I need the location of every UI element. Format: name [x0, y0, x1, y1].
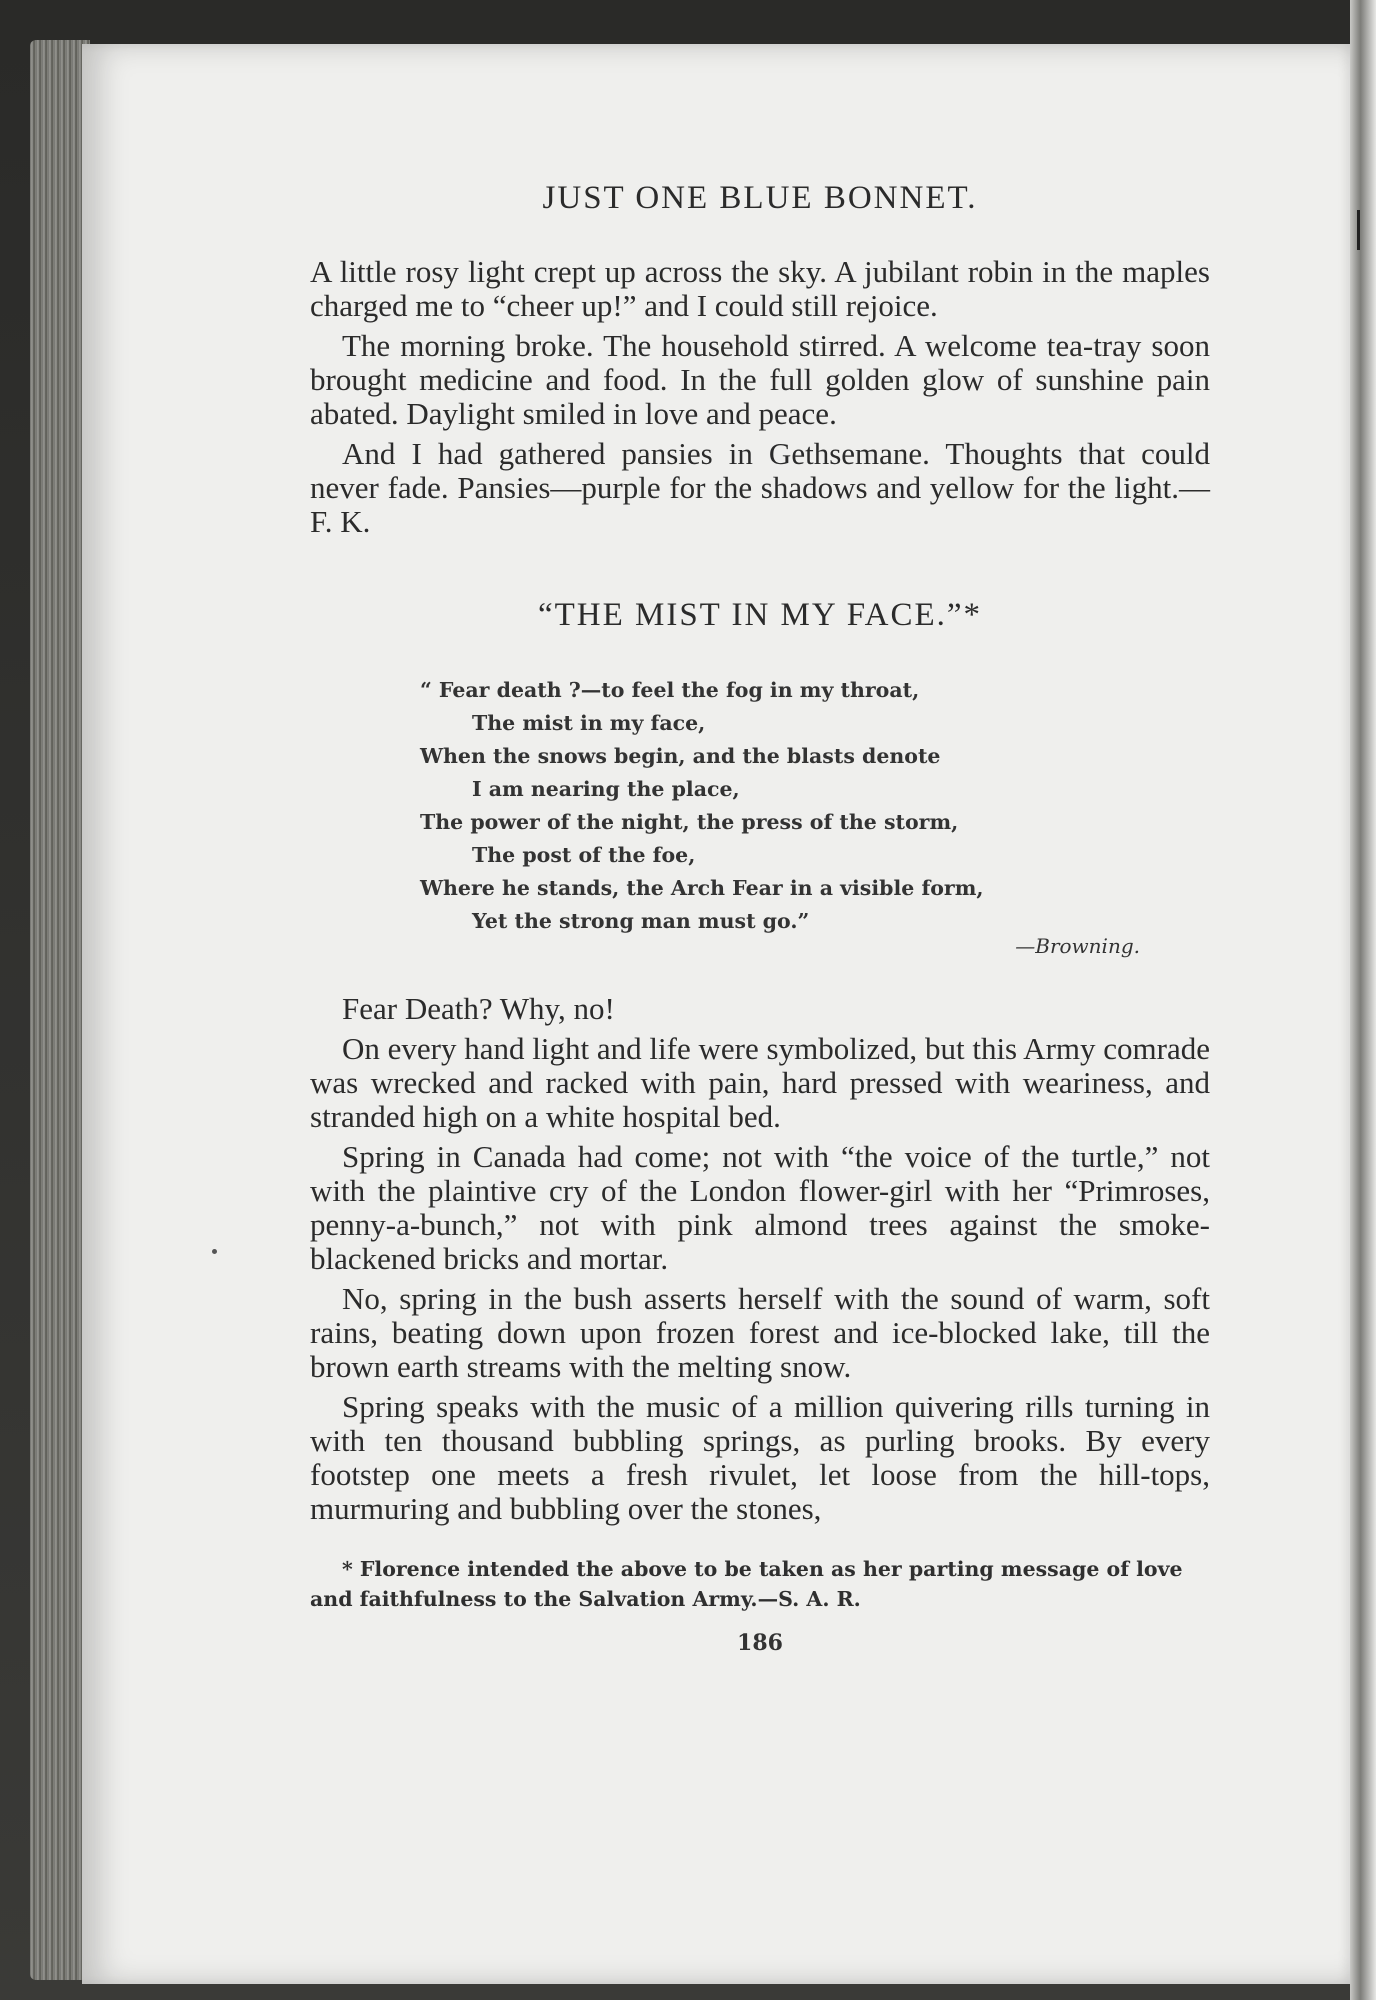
- poem-quote: [420, 674, 1120, 938]
- paragraph: On every hand light and life were symbolized, but this Army comrade was wrecked and racked with pain, hard pressed with weariness, and stranded high on a white hospital bed.: [310, 1031, 1210, 1134]
- edge-mark: [1357, 210, 1360, 250]
- ink-speck: [212, 1249, 217, 1254]
- poem-line: Where he stands, the Arch Fear in a visible form,: [420, 876, 984, 900]
- poem-attribution: —Browning.: [1015, 934, 1140, 958]
- poem-line: I am nearing the place,: [472, 777, 740, 801]
- page-number: 186: [737, 1630, 783, 1656]
- scanner-right-edge: [1350, 0, 1376, 2000]
- paragraph: Spring in Canada had come; not with “the voice of the turtle,” not with the plaintive cry of the London flower-girl with her “Primroses, penny-a-bunch,” not with pink almond trees against the smoke-blackened bricks and mortar.: [310, 1139, 1210, 1276]
- paragraph: Spring speaks with the music of a million quivering rills turning in with ten thousand bubbling springs, as purling brooks. By every footstep one meets a fresh rivulet, let loose from the hill-tops, murmuring and bubbling over the stones,: [310, 1389, 1210, 1526]
- poem-line: The mist in my face,: [472, 711, 706, 735]
- poem-line: When the snows begin, and the blasts denote: [420, 744, 941, 768]
- paragraph: And I had gathered pansies in Gethsemane. Thoughts that could never fade. Pansies—purple for the shadows and yellow for the light.—F. K.: [310, 436, 1210, 539]
- page-text: [310, 180, 1210, 1656]
- footnote: * Florence intended the above to be taken as her parting message of love and faithfulness to the Salvation Army.—S. A. R.: [310, 1557, 1183, 1611]
- paragraph: A little rosy light crept up across the sky. A jubilant robin in the maples charged me to “cheer up!” and I could still rejoice.: [310, 254, 1210, 323]
- poem-line: The power of the night, the press of the storm,: [420, 810, 959, 834]
- paragraph: No, spring in the bush asserts herself with the sound of warm, soft rains, beating down upon frozen forest and ice-blocked lake, till the brown earth streams with the melting snow.: [310, 1281, 1210, 1384]
- poem-line: The post of the foe,: [472, 843, 696, 867]
- section-body: [310, 992, 1210, 1526]
- section-title-mist: “THE MIST IN MY FACE.”*: [537, 597, 983, 633]
- poem-line: Yet the strong man must go.”: [472, 909, 810, 933]
- paragraph: The morning broke. The household stirred. A welcome tea-tray soon brought medicine and food. In the full golden glow of sunshine pain abated. Daylight smiled in love and peace.: [310, 328, 1210, 431]
- paragraph: Fear Death? Why, no!: [342, 991, 615, 1026]
- book-page-edges: [30, 40, 90, 1980]
- poem-line: “ Fear death ?—to feel the fog in my throat,: [420, 678, 920, 702]
- section-title-blue-bonnet: JUST ONE BLUE BONNET.: [542, 180, 978, 216]
